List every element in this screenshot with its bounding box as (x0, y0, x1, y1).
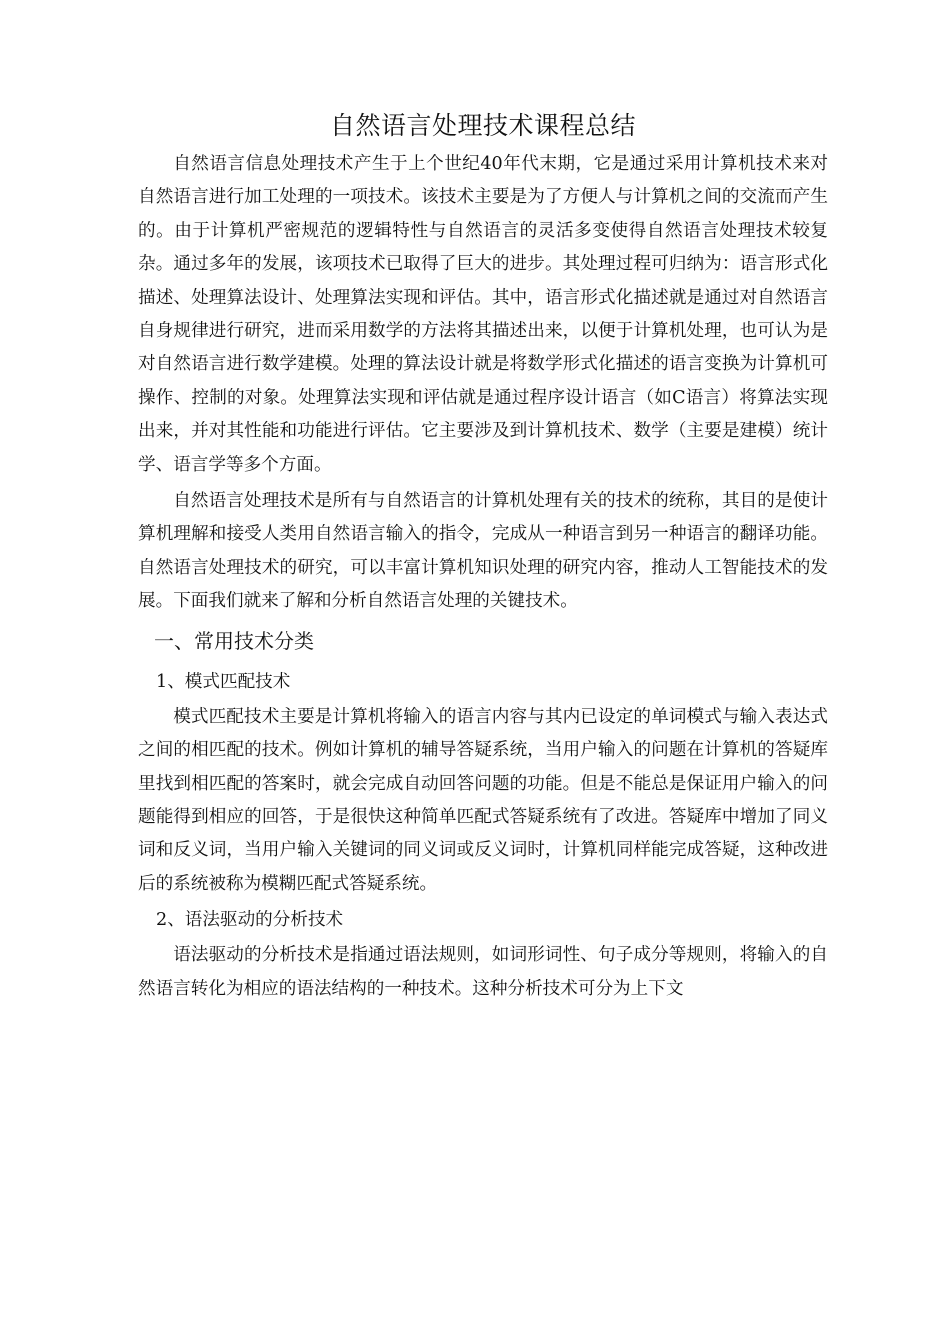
subsection-heading-grammar-driven: 2、语法驱动的分析技术 (156, 910, 344, 931)
paragraph-grammar-driven: 语法驱动的分析技术是指通过语法规则，如词形词性、句子成分等规则，将输入的自然语言转化为相应的语法结构的一种技术。这种分析技术可分为上下文 (138, 945, 828, 999)
paragraph-intro: 自然语言信息处理技术产生于上个世纪40年代末期，它是通过采用计算机技术来对自然语言进行加工处理的一项技术。该技术主要是为了方便人与计算机之间的交流而产生的。由于计算机严密规范的逻辑特性与自然语言的灵活多变使得自然语言处理技术较复杂。通过多年的发展，该项技术已取得了巨大的进步。其处理过程可归纳为：语言形式化描述、处理算法设计、处理算法实现和评估。其中，语言形式化描述就是通过对自然语言自身规律进行研究，进而采用数学的方法将其描述出来，以便于计算机处理，也可认为是对自然语言进行数学建模。处理的算法设计就是将数学形式化描述的语言变换为计算机可操作、控制的对象。处理算法实现和评估就是通过程序设计语言（如C语言）将算法实现出来，并对其性能和功能进行评估。它主要涉及到计算机技术、数学（主要是建模）统计学、语言学等多个方面。 (138, 154, 828, 475)
paragraph-pattern-matching: 模式匹配技术主要是计算机将输入的语言内容与其内已设定的单词模式与输入表达式之间的相匹配的技术。例如计算机的辅导答疑系统，当用户输入的问题在计算机的答疑库里找到相匹配的答案时，就会完成自动回答问题的功能。但是不能总是保证用户输入的问题能得到相应的回答，于是很快这种简单匹配式答疑系统有了改进。答疑库中增加了同义词和反义词，当用户输入关键词的同义词或反义词时，计算机同样能完成答疑，这种改进后的系统被称为模糊匹配式答疑系统。 (138, 706, 828, 894)
document-page (138, 104, 828, 1006)
subsection-heading-pattern-matching: 1、模式匹配技术 (156, 671, 291, 692)
document-title: 自然语言处理技术课程总结 (329, 111, 636, 140)
paragraph-overview: 自然语言处理技术是所有与自然语言的计算机处理有关的技术的统称，其目的是使计算机理解和接受人类用自然语言输入的指令，完成从一种语言到另一种语言的翻译功能。自然语言处理技术的研究，可以丰富计算机知识处理的研究内容，推动人工智能技术的发展。下面我们就来了解和分析自然语言处理的关键技术。 (138, 491, 828, 612)
section-heading: 一、常用技术分类 (154, 628, 314, 653)
